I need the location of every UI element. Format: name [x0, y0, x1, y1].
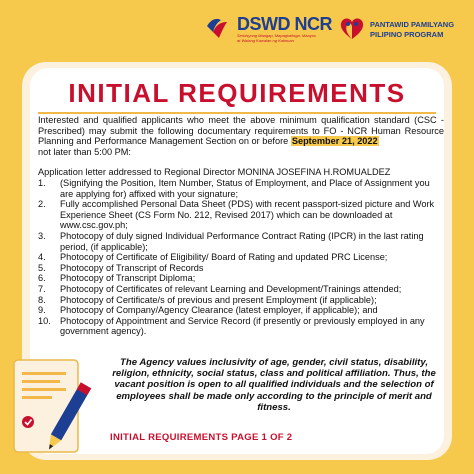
requirement-number: 9. — [38, 305, 46, 316]
requirement-number: 7. — [38, 283, 46, 294]
requirement-number: 6. — [38, 273, 46, 284]
requirements-body — [38, 115, 444, 337]
requirement-item — [38, 295, 444, 306]
requirement-number: 8. — [38, 294, 46, 305]
requirement-text: Fully accomplished Personal Data Sheet (PDS) with recent passport-sized picture and Work Experience Sheet (CS Form No. 212, Revised 2017) which can be downloaded at www.csc.gov.ph; — [60, 199, 435, 231]
title-divider — [38, 112, 436, 114]
requirement-number: 1. — [38, 177, 46, 188]
inclusivity-notice: The Agency values inclusivity of age, gender, civil status, disability, religion, ethnicity, social status, class and political affiliation. Thus, the vacant position is open to all qualified individuals and the selection of employees shall be made only according to the principle of merit and fitness. — [112, 357, 436, 413]
program-name-line1: PANTAWID PAMILYANG — [370, 20, 455, 29]
requirement-text: Photocopy of Certificate of Eligibility/ Board of Rating and updated PRC License; — [60, 252, 388, 263]
requirement-item — [38, 178, 444, 199]
requirement-item — [38, 305, 444, 316]
page-indicator: INITIAL REQUIREMENTS PAGE 1 OF 2 — [110, 432, 293, 443]
requirement-text: Photocopy of duly signed Individual Performance Contract Rating (IPCR) in the last rating period, (if applicable); — [60, 230, 424, 252]
requirement-number: 10. — [38, 315, 51, 326]
dswd-emblem-icon — [203, 12, 235, 44]
requirement-text: Photocopy of Transcript Diploma; — [60, 273, 196, 284]
checkmark-badge-icon — [22, 416, 34, 428]
header — [0, 0, 474, 62]
requirement-text: Photocopy of Transcript of Records — [60, 262, 204, 273]
requirement-item — [38, 316, 444, 337]
requirement-text: Photocopy of Company/Agency Clearance (latest employer, if applicable); and — [60, 305, 378, 316]
requirement-text: Photocopy of Certificates of relevant Learning and Development/Trainings attended; — [60, 283, 402, 294]
requirement-item — [38, 231, 444, 252]
brand-tagline: Serbisyong Maagap, Mapagkalinga, Maayos at Walang Kawalan ng Katinuan — [237, 33, 316, 43]
requirement-item — [38, 273, 444, 284]
program-name-line2: PILIPINO PROGRAM — [370, 30, 444, 39]
heart-family-icon — [338, 14, 366, 42]
application-letter: Application letter addressed to Regional Director MONINA JOSEFINA H.ROMUALDEZ — [38, 167, 391, 178]
requirements-list — [38, 178, 444, 337]
requirement-item — [38, 263, 444, 274]
requirement-text: Photocopy of Appointment and Service Record (if presently or previously employed in any government agency). — [60, 315, 425, 337]
requirement-text: Photocopy of Certificate/s of previous and present Employment (if applicable); — [60, 294, 377, 305]
brand-name: DSWD NCR — [237, 14, 332, 34]
requirement-text: (Signifying the Position, Item Number, Status of Employment, and Place of Assignment you are applying for) affixed with your signature; — [60, 177, 430, 199]
deadline-highlight: September 21, 2022 — [291, 136, 378, 147]
requirement-number: 4. — [38, 252, 46, 263]
requirement-number: 2. — [38, 199, 46, 210]
document-pencil-illustration — [6, 350, 106, 470]
requirement-number: 5. — [38, 262, 46, 273]
page-title: INITIAL REQUIREMENTS — [68, 78, 406, 108]
requirement-item — [38, 284, 444, 295]
intro-paragraph: Interested and qualified applicants who meet the above minimum qualification standard (CSC - Prescribed) may submit the following documentary requirements to FO - NCR Human Resource Planning and Performance Management Section on or before September 21, 2022 not later than 5:00 PM: — [38, 115, 444, 157]
requirement-number: 3. — [38, 230, 46, 241]
requirement-item — [38, 199, 444, 231]
requirement-item — [38, 252, 444, 263]
